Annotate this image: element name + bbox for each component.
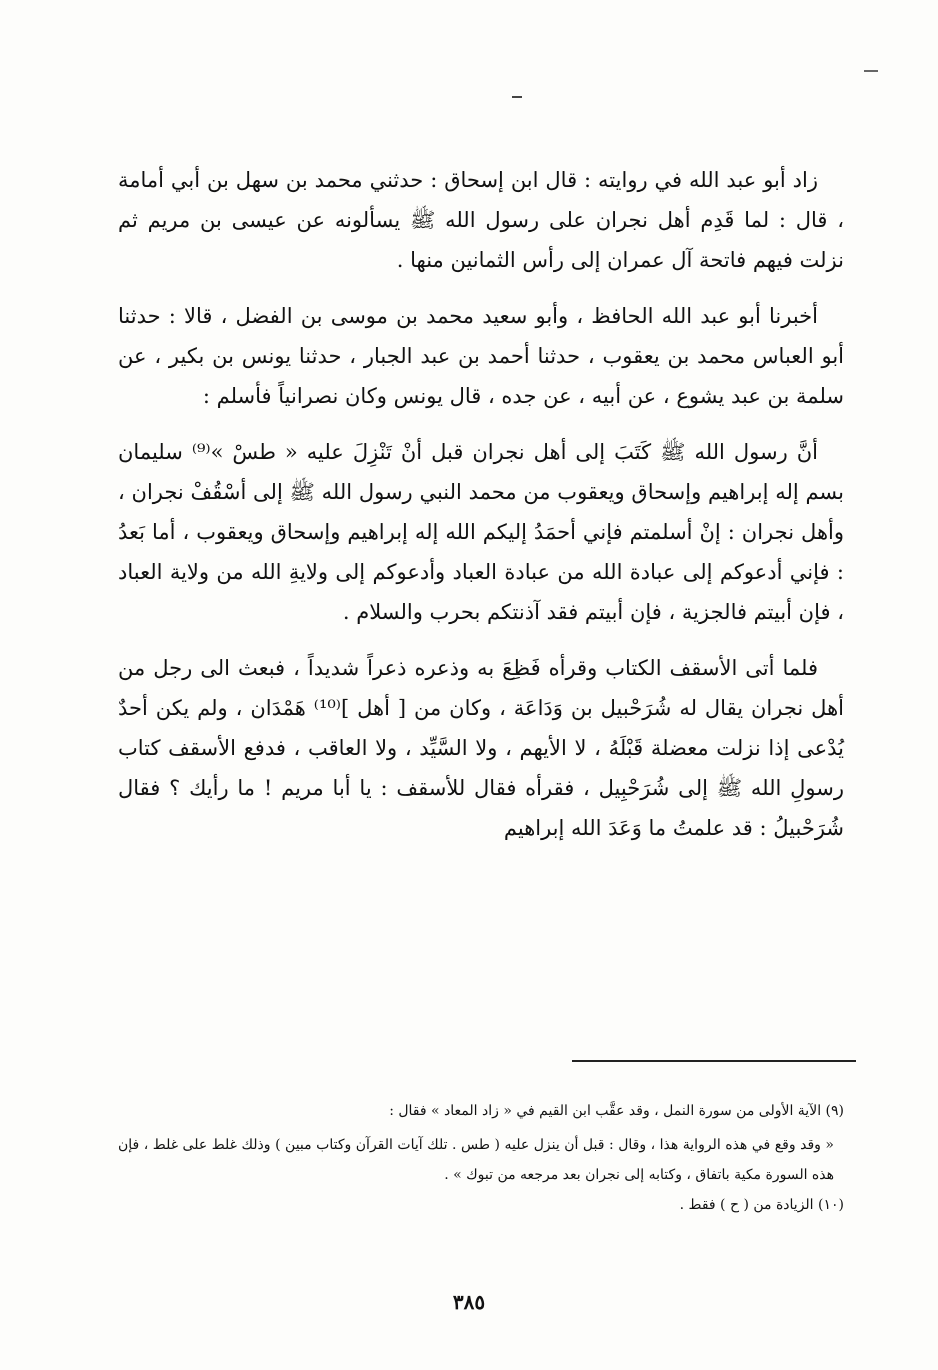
paragraph-4: فلما أتى الأسقف الكتاب وقرأه فَظِعَ به وذعره ذعراً شديداً ، فبعث الى رجل من أهل نجران يقال له شُرَحْبيل بن وَدَاعَة ، وكان من [ أهل ]⁽¹⁰⁾ هَمْدَان ، ولم يكن أحدٌ يُدْعى إذا نزلت معضلة قَبْلَهُ ، لا الأيهم ، ولا السَّيِّد ، ولا العاقب ، فدفع الأسقف كتاب رسولِ الله ﷺ إلى شُرَحْبِيل ، فقرأه فقال للأسقف : يا أبا مريم ! ما رأيك ؟ فقال شُرَحْبيلُ : قد علمتُ ما وَعَدَ الله إبراهيم [118, 656, 844, 840]
footnote-10: (١٠) الزيادة من ( ح ) فقط . [679, 1197, 844, 1213]
corner-mark [864, 70, 878, 72]
footnote-separator [572, 1060, 856, 1062]
page-number: ٣٨٥ [452, 1290, 486, 1314]
paragraph-2: أخبرنا أبو عبد الله الحافظ ، وأبو سعيد محمد بن موسى بن الفضل ، قالا : حدثنا أبو العباس محمد بن يعقوب ، حدثنا أحمد بن عبد الجبار ، حدثنا يونس بن بكير ، عن سلمة بن عبد يشوع ، عن أبيه ، عن جده ، قال يونس وكان نصرانياً فأسلم : [118, 304, 844, 408]
footnote-9: (٩) الآية الأولى من سورة النمل ، وقد عقَّب ابن القيم في « زاد المعاد » فقال : [389, 1103, 844, 1119]
footnote-9-quote: « وقد وقع في هذه الرواية هذا ، وقال : قبل أن ينزل عليه ( طس . تلك آيات القرآن وكتاب مبين ) وذلك غلط على غلط ، فإن هذه السورة مكية باتفاق ، وكتابه إلى نجران بعد مرجعه من تبوك » . [118, 1137, 834, 1183]
footnotes [118, 1096, 844, 1224]
paragraph-1: زاد أبو عبد الله في روايته : قال ابن إسحاق : حدثني محمد بن سهل بن أبي أمامة ، قال : لما قَدِم أهل نجران على رسول الله ﷺ يسألونه عن عيسى بن مريم ثم نزلت فيهم فاتحة آل عمران إلى رأس الثمانين منها . [118, 168, 844, 272]
main-text [118, 160, 844, 848]
top-dash-mark [512, 96, 522, 98]
paragraph-3: أنَّ رسول الله ﷺ كَتَبَ إلى أهل نجران قبل أنْ تَنْزِلَ عليه « طسْ »⁽⁹⁾ سليمان بسم إله إبراهيم وإسحاق ويعقوب من محمد النبي رسول الله ﷺ إلى أسْقُفْ نجران ، وأهل نجران : إنْ أسلمتم فإني أحمَدُ إليكم الله إله إبراهيم وإسحاق ويعقوب ، أما بَعدُ : فإني أدعوكم إلى عبادة الله من عبادة العباد وأدعوكم إلى ولايةِ الله من ولاية العباد ، فإن أبيتم فالجزية ، فإن أبيتم فقد آذنتكم بحرب والسلام . [118, 440, 844, 624]
